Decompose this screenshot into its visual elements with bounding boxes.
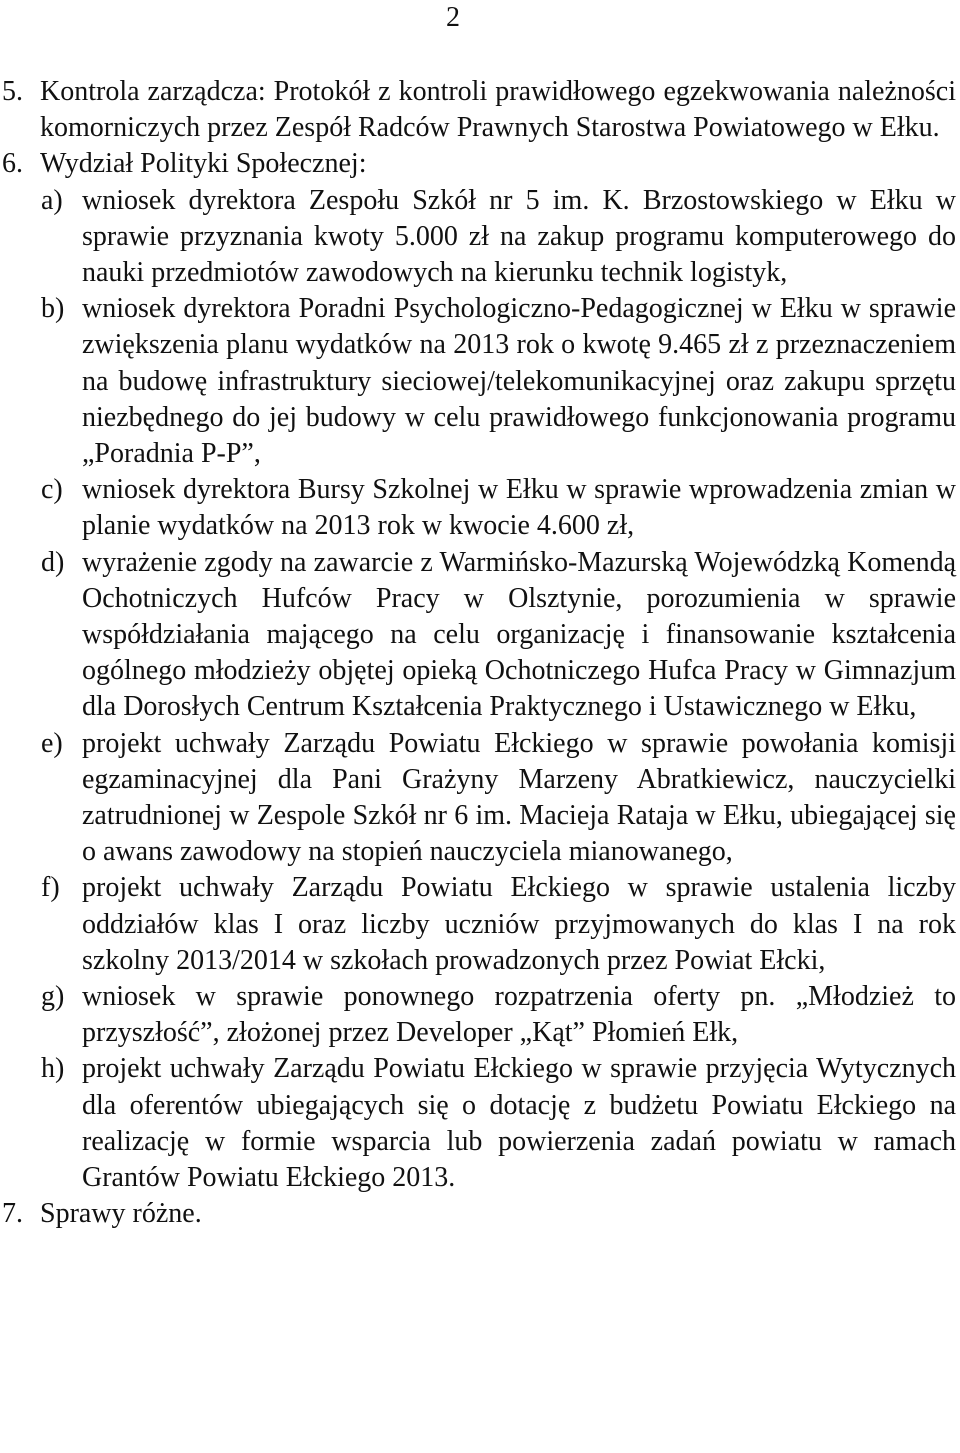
subitem-b — [2, 291, 956, 472]
subitem-label: d) — [41, 546, 65, 578]
agenda-item-text: Sprawy różne. — [40, 1198, 202, 1230]
subitem-label: h) — [41, 1053, 65, 1085]
agenda-item-body — [40, 1196, 956, 1232]
subitem-text: wniosek dyrektora Bursy Szkolnej w Ełku w sprawie wprowadzenia zmian w planie wydatków na 2013 rok w kwocie 4.600 zł, — [82, 474, 956, 542]
agenda-item-body — [40, 74, 956, 146]
subitem-label: a) — [41, 184, 63, 216]
agenda-item-number: 6. — [2, 148, 23, 180]
subitem-label: e) — [41, 727, 63, 759]
subitem-a — [2, 183, 956, 292]
subitem-e — [2, 726, 956, 871]
subitem-text: wniosek dyrektora Zespołu Szkół nr 5 im. K. Brzostowskiego w Ełku w sprawie przyznania kwoty 5.000 zł na zakup programu komputerowego do nauki przedmiotów zawodowych na kierunku technik logistyk, — [82, 184, 956, 289]
subitem-text: projekt uchwały Zarządu Powiatu Ełckiego w sprawie ustalenia liczby oddziałów klas I oraz liczby uczniów przyjmowanych do klas I na rok szkolny 2013/2014 w szkołach prowadzonych przez Powiat Ełcki, — [82, 872, 956, 976]
subitem-label: c) — [41, 474, 63, 506]
page-number: 2 — [446, 2, 460, 33]
subitem-f — [2, 870, 956, 979]
agenda-item-body — [40, 146, 956, 182]
subitem-text: wniosek dyrektora Poradni Psychologiczno-Pedagogicznej w Ełku w sprawie zwiększenia planu wydatków na 2013 rok o kwotę 9.465 zł z przeznaczeniem na budowę infrastruktury sieciowej/telekomunikacyjnej oraz zakupu sprzętu niezbędnego do jej budowy w celu prawidłowego funkcjonowania programu „Poradnia P-P”, — [82, 293, 956, 470]
subitem-d — [2, 545, 956, 726]
agenda-item-number: 7. — [2, 1198, 23, 1230]
subitem-c — [2, 472, 956, 544]
agenda-item-text: Wydział Polityki Społecznej: — [40, 148, 367, 180]
agenda-item-5 — [2, 74, 956, 146]
subitem-text: projekt uchwały Zarządu Powiatu Ełckiego w sprawie przyjęcia Wytycznych dla oferentów ubiegających się o dotację z budżetu Powiatu Ełckiego na realizację w formie wsparcia lub powierzenia zadań powiatu w ramach Grantów Powiatu Ełckiego 2013. — [82, 1053, 956, 1194]
subitem-h — [2, 1051, 956, 1196]
subitem-label: b) — [41, 293, 65, 325]
subitem-text: wniosek w sprawie ponownego rozpatrzenia oferty pn. „Młodzież to przyszłość”, złożonej przez Developer „Kąt” Płomień Ełk, — [82, 981, 956, 1049]
agenda-item-number: 5. — [2, 76, 23, 107]
subitem-text: wyrażenie zgody na zawarcie z Warmińsko-Mazurską Wojewódzką Komendą Ochotniczych Hufców Pracy w Olsztynie, porozumienia w sprawie współdziałania mającego na celu organizację i finansowanie kształcenia ogólnego młodzieży objętej opieką Ochotniczego Hufca Pracy w Gimnazjum dla Dorosłych Centrum Kształcenia Praktycznego i Ustawicznego w Ełku, — [82, 546, 956, 723]
agenda-item-7 — [2, 1196, 956, 1232]
subitem-label: g) — [41, 981, 65, 1013]
subitem-g — [2, 979, 956, 1051]
subitem-label: f) — [41, 872, 60, 904]
subitem-text: projekt uchwały Zarządu Powiatu Ełckiego w sprawie powołania komisji egzaminacyjnej dla Pani Grażyny Marzeny Abratkiewicz, nauczycielki zatrudnionej w Zespole Szkół nr 6 im. Macieja Rataja w Ełku, ubiegającej się o awans zawodowy na stopień nauczyciela mianowanego, — [82, 727, 956, 868]
agenda-list — [2, 74, 956, 1233]
agenda-item-text: Kontrola zarządcza: Protokół z kontroli prawidłowego egzekwowania należności komorniczych przez Zespół Radców Prawnych Starostwa Powiatowego w Ełku. — [40, 76, 956, 144]
agenda-item-6 — [2, 146, 956, 182]
